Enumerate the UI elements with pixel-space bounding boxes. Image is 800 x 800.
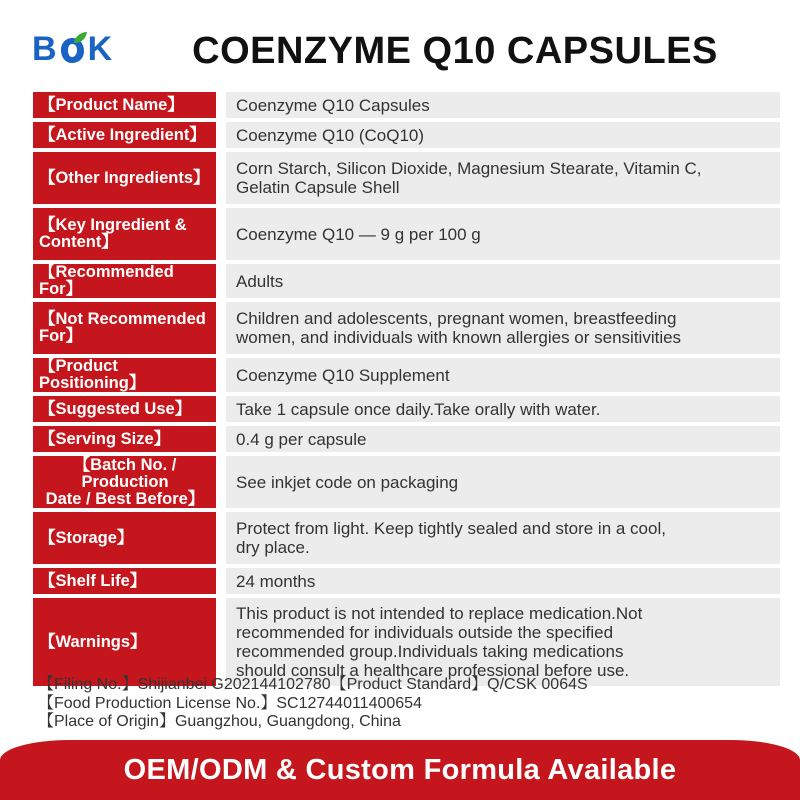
row-value-serving-size: 0.4 g per capsule	[216, 426, 780, 452]
value-line: women, and individuals with known allergies or sensitivities	[236, 328, 682, 347]
table-row	[33, 122, 780, 148]
row-label-product-name: 【Product Name】	[33, 92, 216, 118]
row-value-key-ingredient: Coenzyme Q10 — 9 g per 100 g	[216, 208, 780, 260]
label-line: 【Not Recommended	[39, 310, 206, 328]
header	[0, 0, 800, 88]
row-label-recommended-for: 【Recommended For】	[33, 264, 216, 298]
table-row	[33, 396, 780, 422]
row-label-batch-no	[33, 456, 216, 508]
value-line: recommended for individuals outside the specified	[236, 623, 614, 642]
row-value-recommended-for: Adults	[216, 264, 780, 298]
logo-letter-b: B	[32, 30, 56, 68]
row-label-other-ingredients: 【Other Ingredients】	[33, 152, 216, 204]
logo-leaf-o-icon	[57, 32, 87, 66]
row-value-not-recommended-for	[216, 302, 780, 354]
label-line: For】	[39, 327, 83, 345]
row-label-key-ingredient	[33, 208, 216, 260]
row-value-warnings	[216, 598, 780, 686]
table-row	[33, 152, 780, 204]
oem-banner	[0, 740, 800, 800]
spec-table	[33, 88, 780, 690]
label-line: 【Key Ingredient &	[39, 216, 187, 234]
origin-line: 【Place of Origin】Guangzhou, Guangdong, China	[38, 713, 401, 730]
row-label-storage: 【Storage】	[33, 512, 216, 564]
table-row	[33, 598, 780, 686]
license-line: 【Food Production License No.】SC12744011400654	[38, 694, 422, 712]
table-row	[33, 456, 780, 508]
row-label-active-ingredient: 【Active Ingredient】	[33, 122, 216, 148]
value-line: recommended group.Individuals taking medications	[236, 642, 624, 661]
table-row	[33, 426, 780, 452]
row-value-active-ingredient: Coenzyme Q10 (CoQ10)	[216, 122, 780, 148]
row-value-product-name: Coenzyme Q10 Capsules	[216, 92, 780, 118]
label-line: Date / Best Before】	[45, 489, 205, 508]
row-label-not-recommended-for	[33, 302, 216, 354]
table-row	[33, 568, 780, 594]
table-row	[33, 264, 780, 298]
row-label-product-positioning: 【Product Positioning】	[33, 358, 216, 392]
value-line: Children and adolescents, pregnant women, breastfeeding	[236, 309, 677, 328]
row-value-other-ingredients	[216, 152, 780, 204]
value-line: Protect from light. Keep tightly sealed and store in a cool,	[236, 519, 666, 538]
value-line: Corn Starch, Silicon Dioxide, Magnesium Stearate, Vitamin C,	[236, 159, 702, 178]
value-line: Gelatin Capsule Shell	[236, 178, 400, 197]
label-line: 【Batch No. / Production	[73, 455, 177, 491]
page-title: COENZYME Q10 CAPSULES	[192, 30, 718, 72]
regulatory-notes	[38, 676, 588, 732]
table-row	[33, 358, 780, 392]
row-label-warnings: 【Warnings】	[33, 598, 216, 686]
row-value-storage	[216, 512, 780, 564]
row-value-suggested-use: Take 1 capsule once daily.Take orally with water.	[216, 396, 780, 422]
value-line: This product is not intended to replace medication.Not	[236, 604, 643, 623]
logo-letter-k: K	[87, 30, 112, 68]
table-row	[33, 512, 780, 564]
value-line: dry place.	[236, 538, 310, 557]
table-row	[33, 208, 780, 260]
brand-logo	[32, 22, 111, 66]
row-value-shelf-life: 24 months	[216, 568, 780, 594]
table-row	[33, 302, 780, 354]
row-label-shelf-life: 【Shelf Life】	[33, 568, 216, 594]
label-line: Content】	[39, 233, 118, 251]
banner-text: OEM/ODM & Custom Formula Available	[123, 753, 677, 786]
filing-line: 【Filing No.】Shijianbei G202144102780【Product Standard】Q/CSK 0064S	[38, 676, 588, 693]
row-label-serving-size: 【Serving Size】	[33, 426, 216, 452]
row-label-suggested-use: 【Suggested Use】	[33, 396, 216, 422]
table-row	[33, 92, 780, 118]
row-value-product-positioning: Coenzyme Q10 Supplement	[216, 358, 780, 392]
value-line: should consult a healthcare professional before use.	[236, 661, 630, 680]
row-value-batch-no: See inkjet code on packaging	[216, 456, 780, 508]
